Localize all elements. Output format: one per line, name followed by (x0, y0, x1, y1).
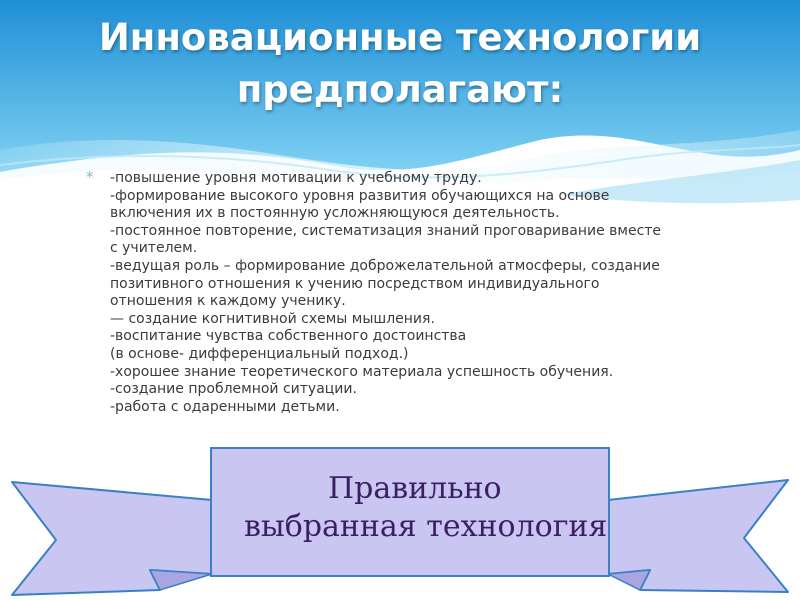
body-line: — создание когнитивной схемы мышления. (110, 310, 435, 327)
body-line: позитивного отношения к учению посредством индивидуального (110, 275, 600, 292)
body-line: -формирование высокого уровня развития обучающихся на основе (110, 187, 610, 204)
body-line: с учителем. (110, 240, 198, 257)
body-line: -постоянное повторение, систематизация знаний проговаривание вместе (110, 222, 662, 239)
body-line: -создание проблемной ситуации. (110, 381, 357, 398)
ribbon-fold-left (150, 570, 212, 590)
body-line: -воспитание чувства собственного достоинства (110, 328, 467, 345)
body-text (110, 170, 750, 416)
title-line-1: Инновационные технологии (98, 16, 702, 59)
body-line: включения их в постоянную усложняющуюся деятельность. (110, 205, 560, 222)
slide-title (0, 12, 800, 116)
body-line: (в основе- дифференциальный подход.) (110, 345, 409, 362)
banner-line-1: Правильно (328, 471, 502, 506)
bullet-marker: * (86, 168, 94, 186)
banner-text (212, 470, 608, 546)
body-line: -хорошее знание теоретического материала успешность обучения. (110, 363, 614, 380)
banner-line-2: выбранная технология (244, 509, 608, 544)
body-line: -ведущая роль – формирование доброжелательной атмосферы, создание (110, 257, 660, 274)
body-line: -работа с одаренными детьми. (110, 398, 340, 415)
body-line: отношения к каждому ученику. (110, 293, 346, 310)
title-line-2: предполагают: (236, 68, 564, 111)
body-line: -повышение уровня мотивации к учебному труду. (110, 170, 482, 186)
